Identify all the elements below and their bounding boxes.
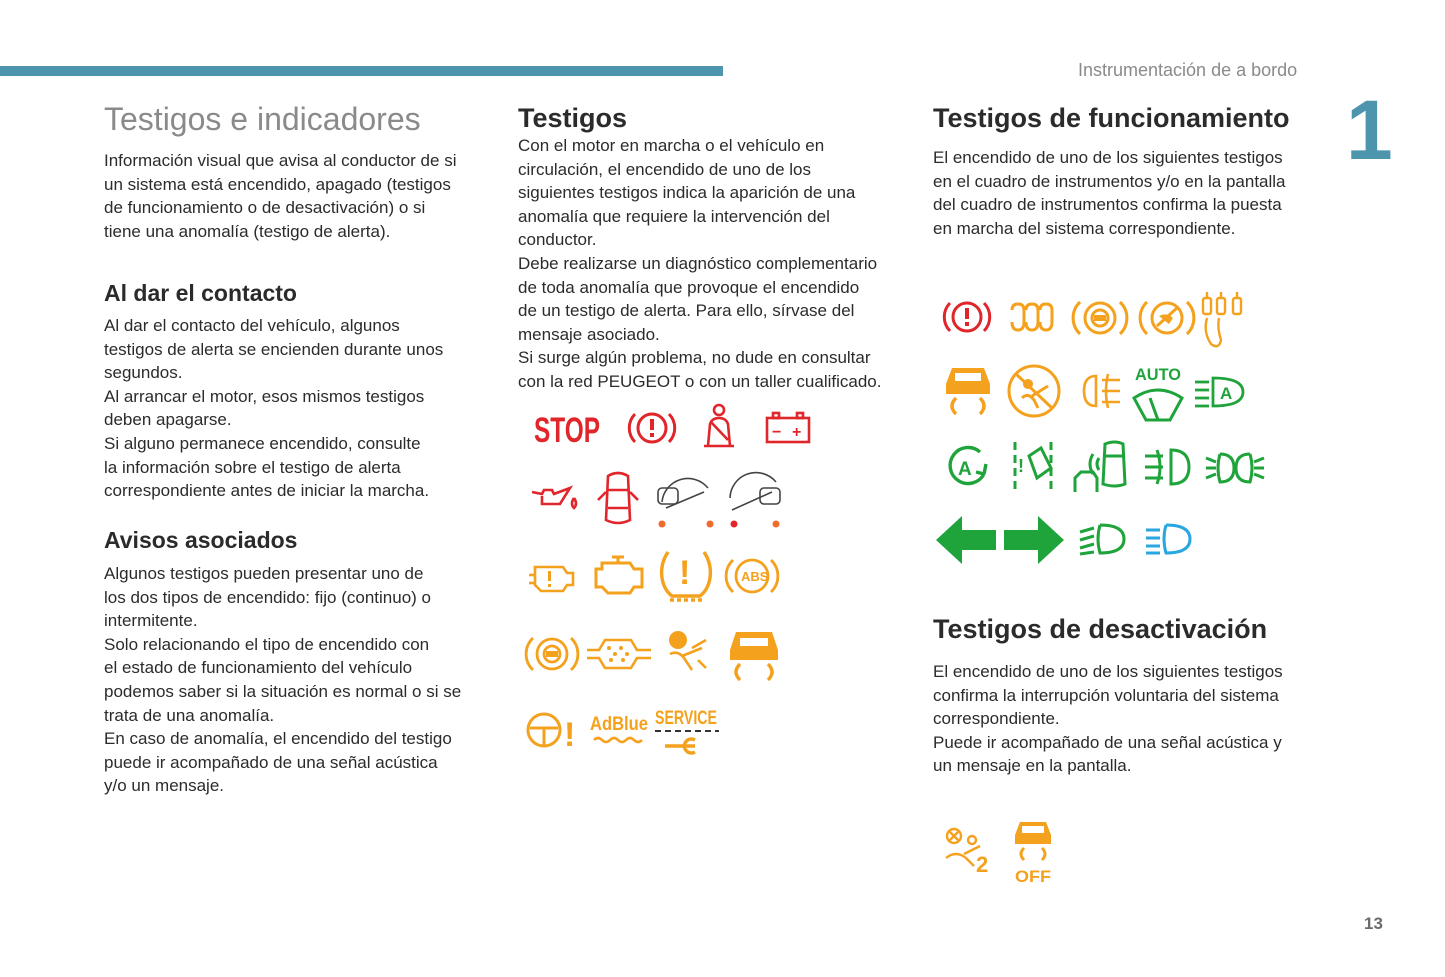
esp-icon bbox=[726, 624, 782, 682]
top-accent-bar bbox=[0, 66, 723, 76]
svg-text:+: + bbox=[792, 424, 802, 441]
electric-parking-brake-icon bbox=[1070, 294, 1130, 342]
main-beam-icon bbox=[1144, 522, 1194, 556]
heading-testigos-desactivacion: Testigos de desactivación bbox=[933, 614, 1268, 644]
parking-sensors-icon bbox=[1071, 438, 1133, 496]
battery-icon bbox=[763, 410, 813, 446]
sidelights-icon bbox=[1204, 450, 1266, 486]
parking-brake-icon bbox=[523, 630, 581, 678]
tire-pressure-icon bbox=[656, 544, 716, 604]
stop-start-icon bbox=[944, 444, 990, 490]
svg-text:ABS: ABS bbox=[741, 569, 769, 584]
particle-filter-icon bbox=[585, 632, 653, 674]
passenger-airbag-off-icon bbox=[942, 826, 994, 876]
fuel-gauge-icon bbox=[724, 468, 786, 532]
avisos-paragraph: Algunos testigos pueden presentar uno de los dos tipos de encendido: fijo (continuo) o intermitente. Solo relacionando el tipo de encendido con el estado de funcionamiento del vehículo podemos saber si la situación es normal o si se trata de una anomalía. En caso de anomalía, el encendido del testigo puede ir acompañado de una señal acústica y/o un mensaje. bbox=[104, 564, 462, 796]
svg-text:!: ! bbox=[1018, 456, 1024, 476]
testigos-paragraph: Con el motor en marcha o el vehículo en circulación, el encendido de uno de los siguientes testigos indica la aparición de una anomalía que requiere la intervención del conductor. Debe realizarse un diagnóstico complementario de toda anomalía que provoque el encendido de un testigo de alerta. Para ello, sírvase del mensaje asociado. Si surge algún problema, no dude en consultar con la red PEUGEOT o con un taller cualificado. bbox=[518, 136, 882, 391]
heading-avisos-asociados: Avisos asociados bbox=[104, 527, 298, 553]
auto-headlamp-icon bbox=[1193, 374, 1247, 410]
front-fog-icon bbox=[1141, 446, 1193, 488]
running-title: Instrumentación de a bordo bbox=[1078, 60, 1298, 80]
heading-testigos: Testigos bbox=[518, 103, 628, 133]
esp-off-icon bbox=[1010, 818, 1056, 886]
intro-paragraph: Información visual que avisa al conductor de si un sistema está encendido, apagado (testigos de funcionamiento o de desactivación) o si tiene una anomalía (testigo de alerta). bbox=[104, 151, 457, 241]
svg-text:STOP: STOP bbox=[534, 411, 600, 450]
door-open-icon bbox=[596, 470, 640, 530]
svg-text:OFF: OFF bbox=[1015, 867, 1051, 886]
svg-text:!: ! bbox=[679, 554, 691, 592]
funcionamiento-paragraph: El encendido de uno de los siguientes testigos en el cuadro de instrumentos y/o en la pantalla del cuadro de instrumentos confirma la puesta en marcha del sistema correspondiente. bbox=[933, 148, 1286, 238]
svg-text:AUTO: AUTO bbox=[1135, 365, 1181, 384]
contacto-paragraph: Al dar el contacto del vehículo, algunos testigos de alerta se encienden durante unos segundos. Al arrancar el motor, esos mismos testigos deben apagarse. Si alguno permanece encendido, consulte la información sobre el testigo de alerta correspondiente antes de iniciar la marcha. bbox=[104, 316, 444, 501]
heading-al-dar-el-contacto: Al dar el contacto bbox=[104, 280, 297, 306]
svg-text:SERVICE: SERVICE bbox=[655, 708, 717, 729]
page-number: 13 bbox=[1364, 914, 1383, 933]
preheating-icon bbox=[1008, 300, 1058, 336]
dipped-beam-icon bbox=[1078, 522, 1128, 556]
adblue-icon bbox=[588, 708, 650, 748]
abs-icon bbox=[723, 552, 781, 600]
brake-red-icon bbox=[941, 294, 993, 340]
svg-text:A: A bbox=[1220, 384, 1233, 403]
svg-text:!: ! bbox=[564, 716, 576, 754]
seatbelt-icon bbox=[698, 402, 740, 452]
airbag-off-icon bbox=[1004, 362, 1064, 420]
service-icon bbox=[653, 704, 721, 756]
turn-signals-icon bbox=[934, 512, 1066, 568]
lane-departure-icon bbox=[1007, 438, 1059, 496]
rear-fog-icon bbox=[1080, 370, 1126, 412]
stop-icon bbox=[532, 405, 604, 451]
svg-text:AdBlue: AdBlue bbox=[590, 714, 648, 735]
airbag-icon bbox=[662, 628, 710, 676]
foot-on-brake-icon bbox=[1137, 294, 1197, 342]
oil-pressure-icon bbox=[526, 478, 582, 518]
chapter-number: 1 bbox=[1346, 83, 1393, 177]
steering-fault-icon bbox=[524, 706, 580, 752]
page-title: Testigos e indicadores bbox=[104, 101, 421, 137]
engine-fault-small-icon bbox=[527, 555, 579, 597]
brake-warning-icon bbox=[627, 405, 677, 451]
svg-text:2: 2 bbox=[976, 852, 989, 877]
svg-text:A: A bbox=[958, 459, 972, 480]
svg-text:−: − bbox=[772, 424, 782, 441]
auto-wipers-icon bbox=[1130, 362, 1186, 428]
heading-testigos-funcionamiento: Testigos de funcionamiento bbox=[933, 103, 1290, 133]
foot-on-clutch-icon bbox=[1197, 288, 1251, 352]
desactivacion-paragraph: El encendido de uno de los siguientes testigos confirma la interrupción voluntaria del sistema correspondiente. Puede ir acompañado de una señal acústica y un mensaje en la pantalla. bbox=[933, 662, 1283, 776]
engine-check-icon bbox=[590, 553, 652, 599]
esp-active-icon bbox=[942, 362, 994, 420]
coolant-gauge-icon bbox=[654, 468, 718, 532]
